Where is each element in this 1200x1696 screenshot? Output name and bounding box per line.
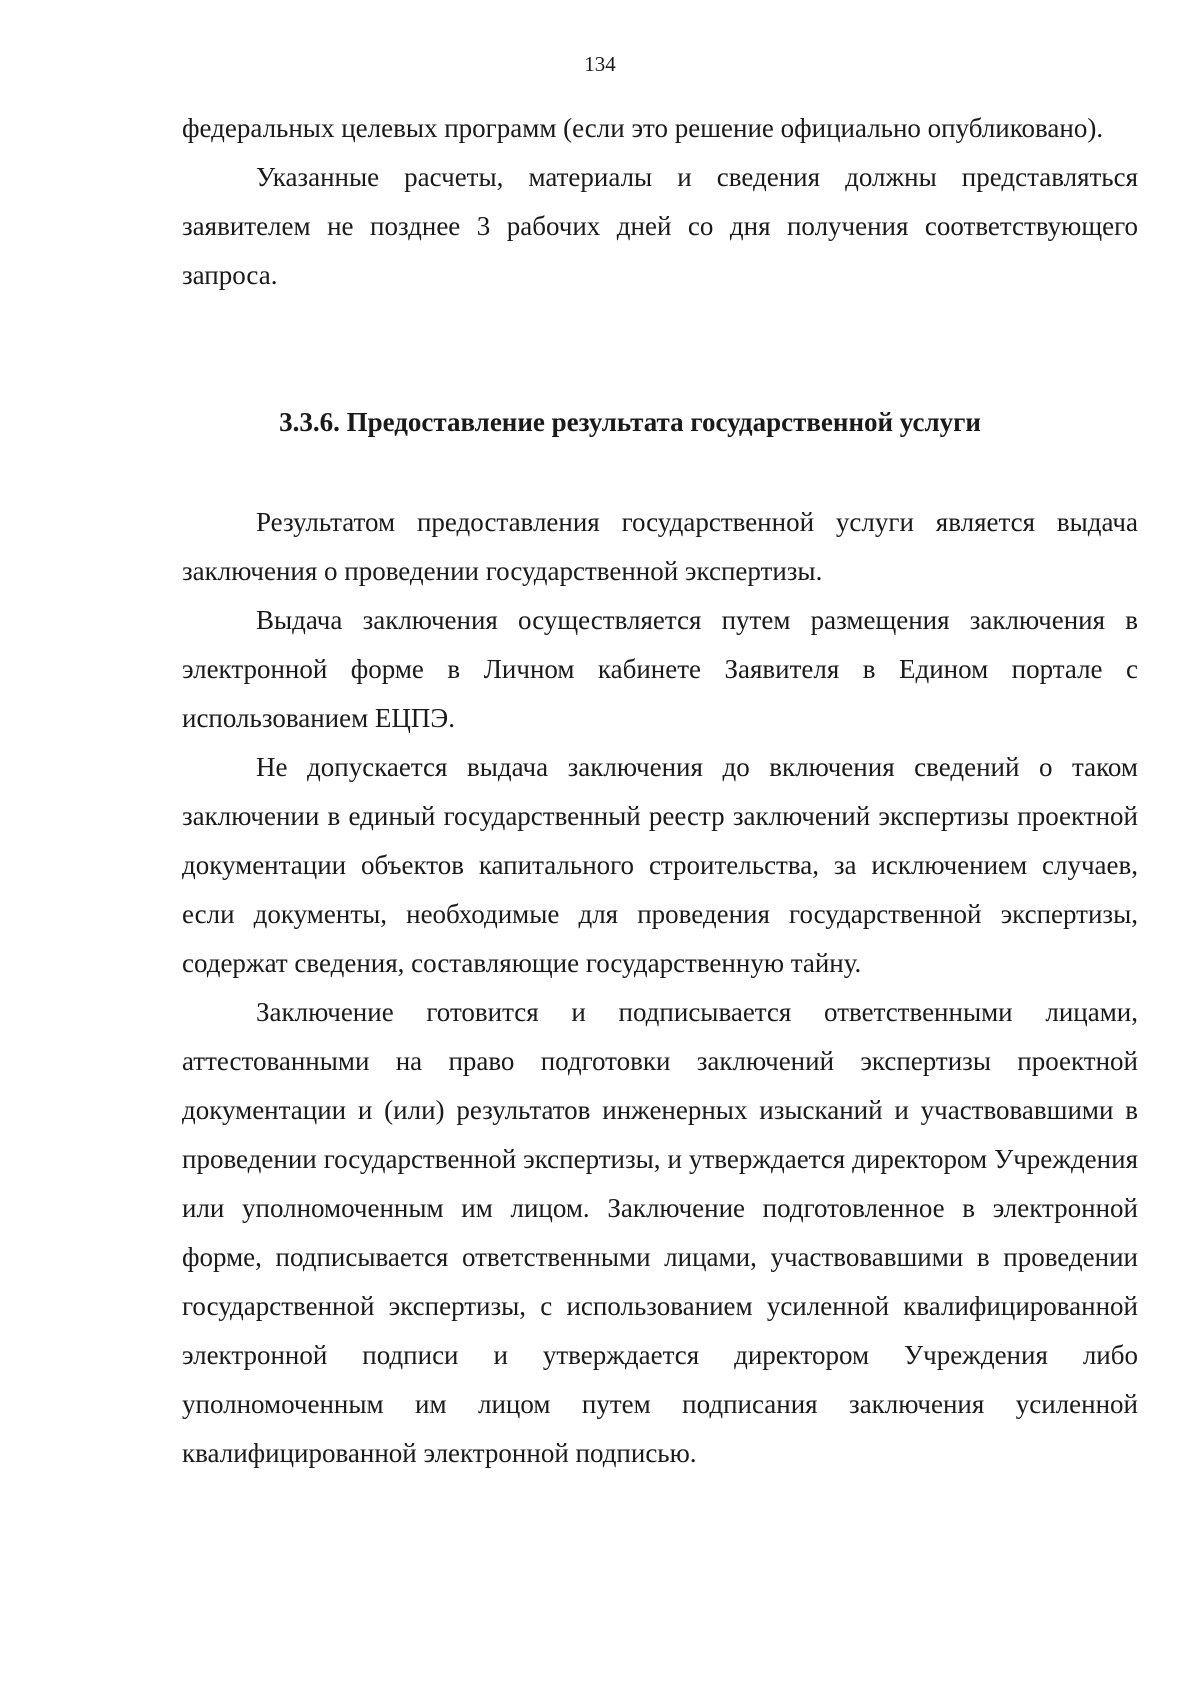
paragraph: Указанные расчеты, материалы и сведения должны представляться заявителем не позднее 3 рабочих дней со дня получения соответствующего запроса.: [182, 162, 1138, 290]
paragraph: Не допускается выдача заключения до включения сведений о таком заключении в единый государственный реестр заключений экспертизы проектной документации объектов капитального строительства, за исключением случаев, если документы, необходимые для проведения государственной экспертизы, содержат сведения, составляющие государственную тайну.: [182, 752, 1138, 978]
continued-paragraph: федеральных целевых программ (если это решение официально опубликовано).: [182, 113, 1104, 143]
intro-text: [182, 104, 1138, 300]
section-body: [182, 498, 1138, 1478]
paragraph: Результатом предоставления государственной услуги является выдача заключения о проведении государственной экспертизы.: [182, 507, 1138, 586]
paragraph: Заключение готовится и подписывается ответственными лицами, аттестованными на право подготовки заключений экспертизы проектной документации и (или) результатов инженерных изысканий и участвовавшими в проведении государственной экспертизы, и утверждается директором Учреждения или уполномоченным им лицом. Заключение подготовленное в электронной форме, подписывается ответственными лицами, участвовавшими в проведении государственной экспертизы, с использованием усиленной квалифицированной электронной подписи и утверждается директором Учреждения либо уполномоченным им лицом путем подписания заключения усиленной квалифицированной электронной подписью.: [182, 997, 1138, 1468]
section-heading: 3.3.6. Предоставление результата государственной услуги: [279, 407, 981, 437]
page-number: 134: [584, 52, 616, 76]
paragraph: Выдача заключения осуществляется путем размещения заключения в электронной форме в Личном кабинете Заявителя в Едином портале с использованием ЕЦПЭ.: [182, 605, 1138, 733]
